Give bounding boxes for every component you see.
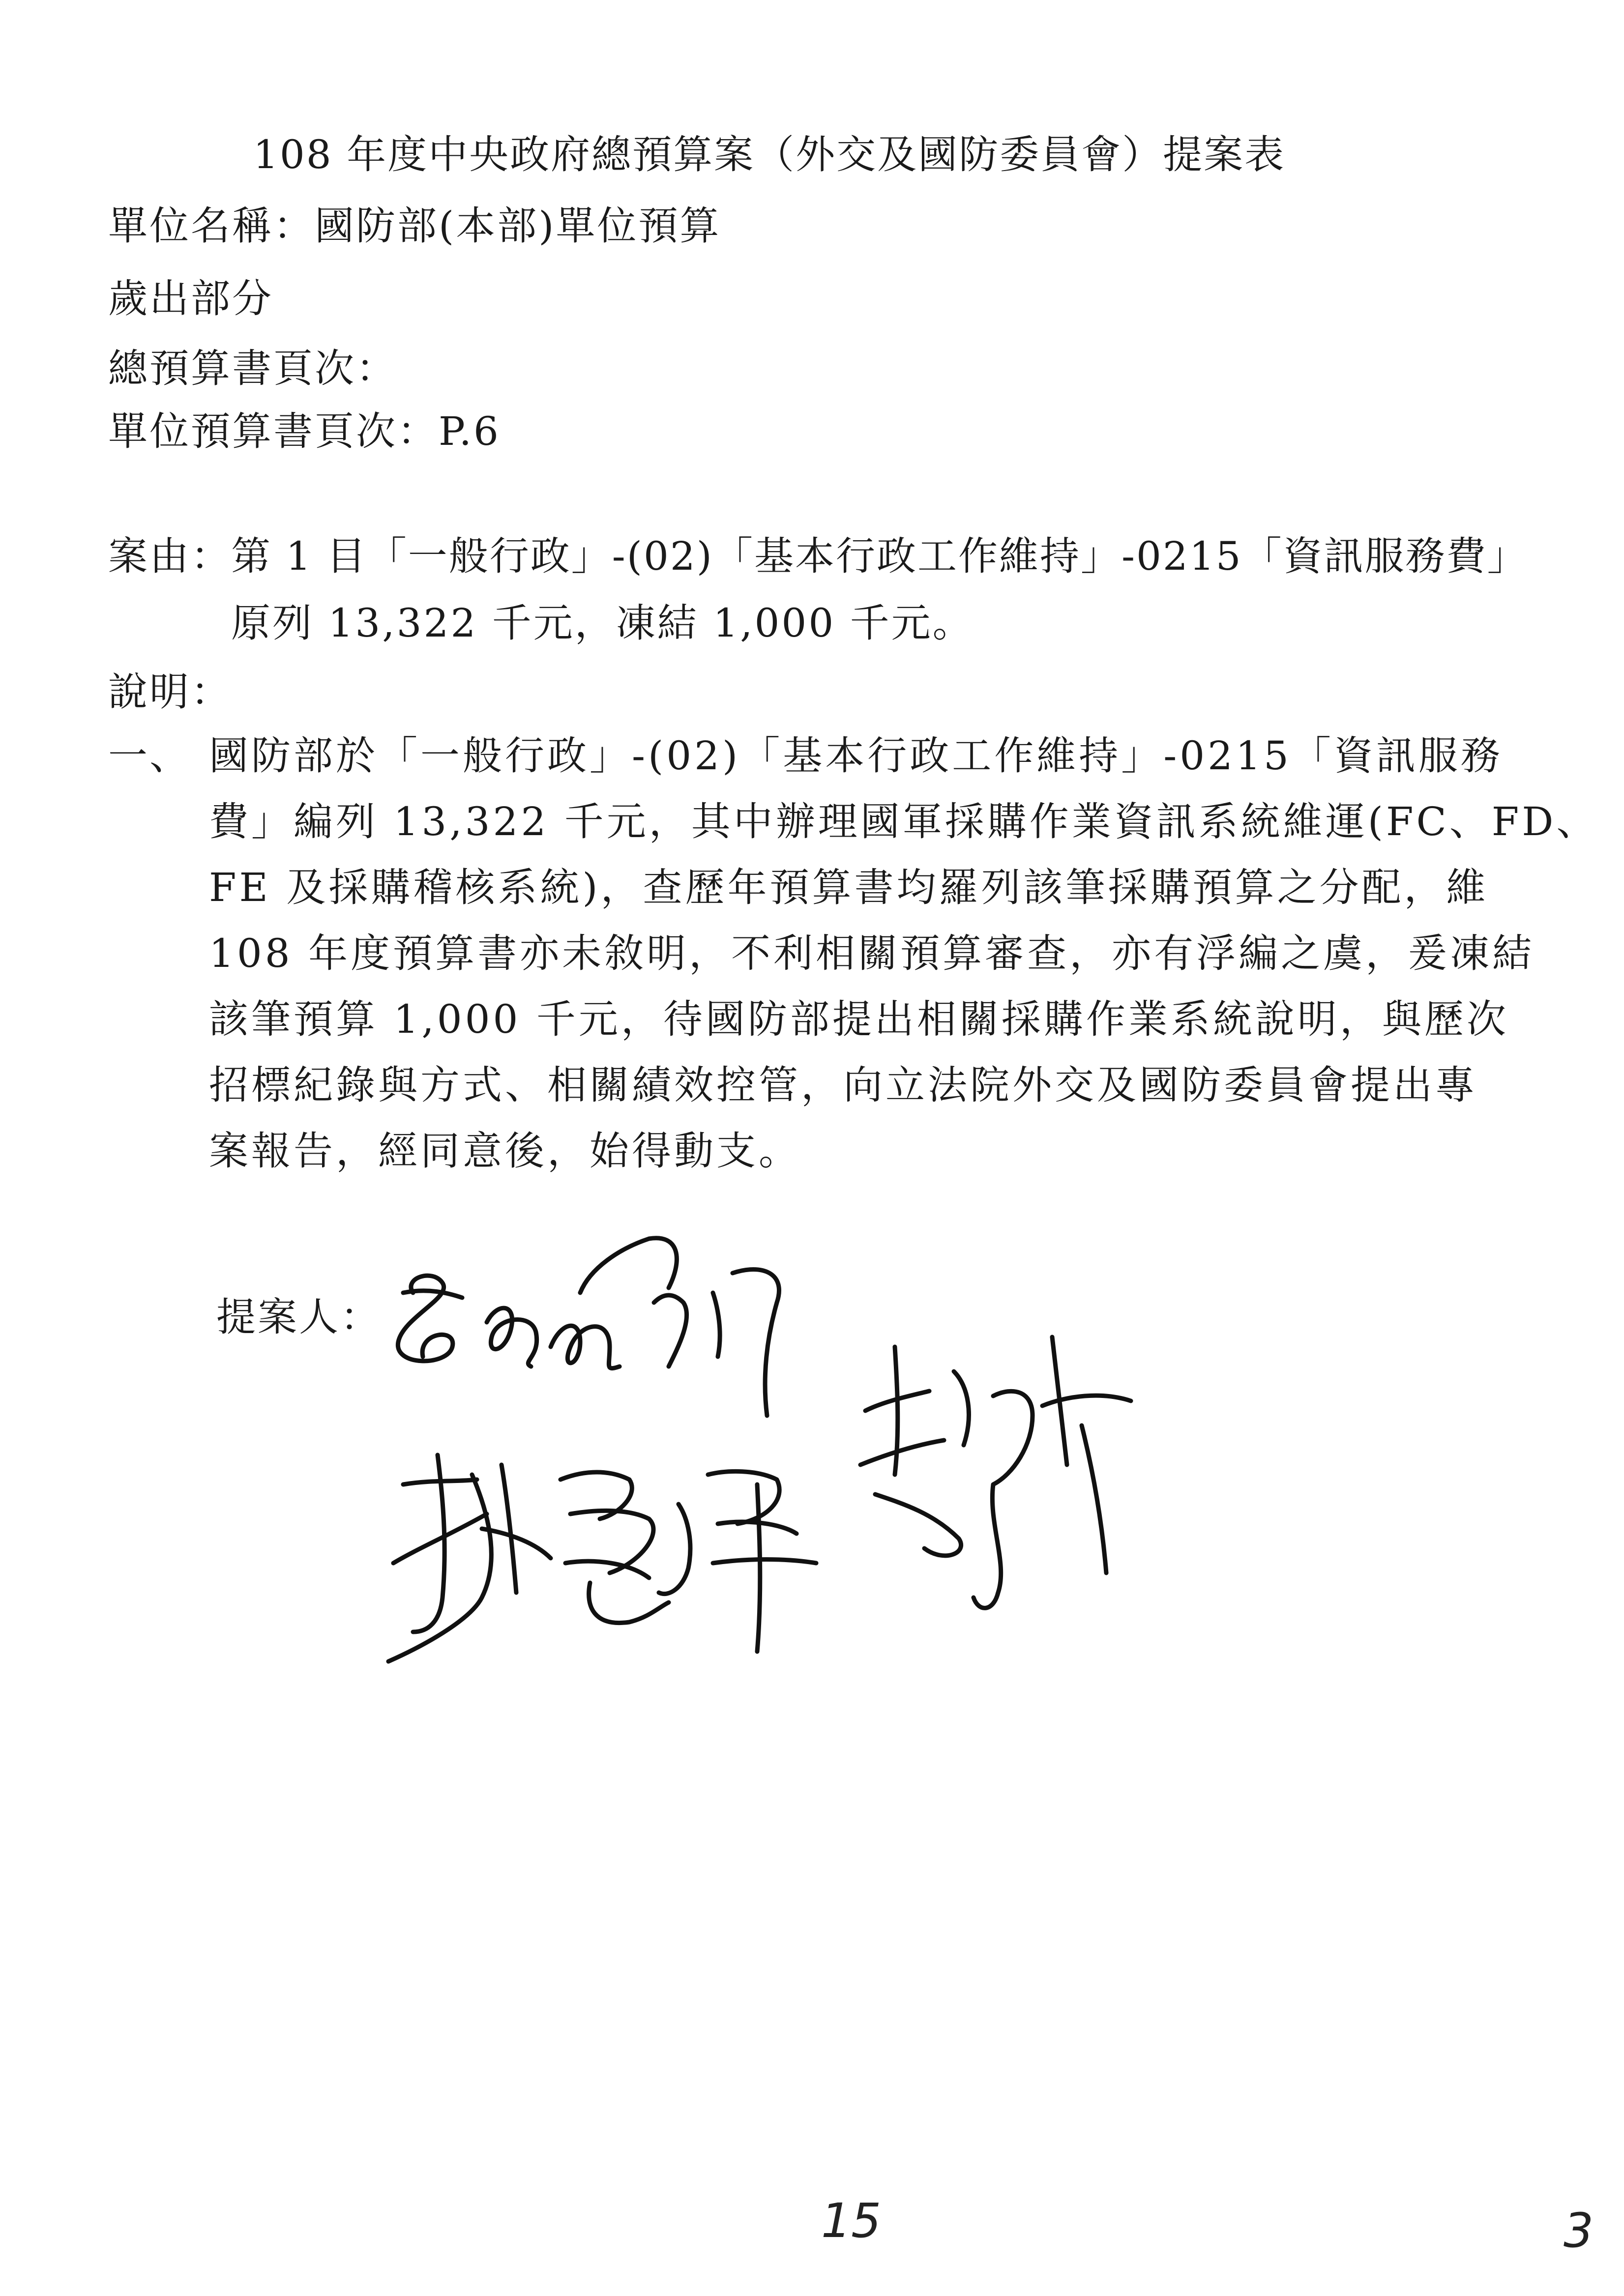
handwritten-signature-2: [374, 1435, 826, 1666]
case-label: 案由：: [108, 533, 232, 579]
explanation-line: 案報告，經同意後，始得動支。: [209, 1128, 801, 1174]
item-marker: 一、: [108, 733, 191, 779]
general-budget-page: 總預算書頁次：: [108, 346, 397, 391]
handwritten-page-number: 15: [821, 2193, 882, 2248]
document-title: 108 年度中央政府總預算案（外交及國防委員會）提案表: [253, 132, 1286, 177]
explanation-line: FE 及採購稽核系統)，查歷年預算書均羅列該筆採購預算之分配，維: [209, 865, 1489, 910]
explanation-line: 國防部於「一般行政」-(02)「基本行政工作維持」-0215「資訊服務: [209, 733, 1503, 779]
proposer-label: 提案人：: [216, 1294, 382, 1340]
explanation-line: 招標紀錄與方式、相關績效控管，向立法院外交及國防委員會提出專: [209, 1062, 1477, 1108]
section-label: 歲出部分: [108, 276, 273, 321]
handwritten-signature-1: [374, 1219, 816, 1425]
explanation-line: 費」編列 13,322 千元，其中辦理國軍採購作業資訊系統維運(FC、FD、: [209, 799, 1599, 844]
explanation-label: 說明：: [108, 669, 232, 715]
unit-budget-page: 單位預算書頁次：P.6: [108, 408, 501, 454]
handwritten-signature-3: [846, 1317, 1151, 1622]
corner-number: 3: [1564, 2203, 1594, 2258]
case-line-2: 原列 13,322 千元，凍結 1,000 千元。: [231, 600, 974, 646]
case-line-1: 第 1 目「一般行政」-(02)「基本行政工作維持」-0215「資訊服務費」: [231, 533, 1528, 579]
explanation-line: 108 年度預算書亦未敘明，不利相關預算審查，亦有浮編之虞，爰凍結: [209, 930, 1535, 976]
explanation-line: 該筆預算 1,000 千元，待國防部提出相關採購作業系統說明，與歷次: [209, 996, 1509, 1042]
unit-name: 單位名稱：國防部(本部)單位預算: [108, 203, 721, 249]
